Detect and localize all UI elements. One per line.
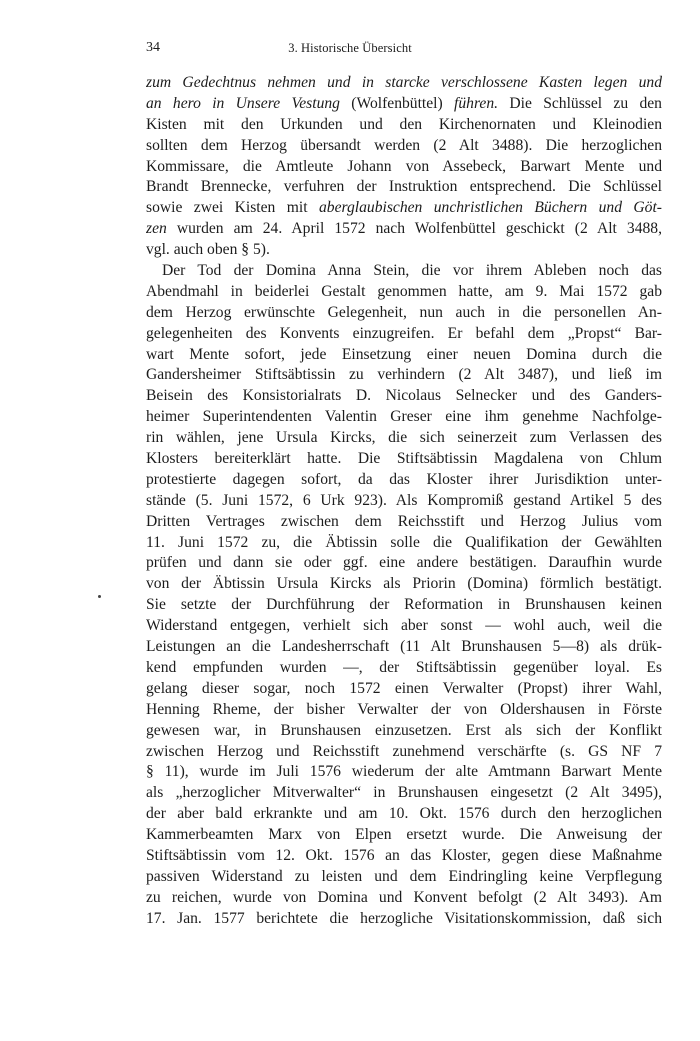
text-segment: (Wolfenbüttel) — [339, 94, 455, 112]
text-line — [146, 428, 662, 449]
text-segment: Kammerbeamten Marx von Elpen ersetzt wurde. Die Anweisung der — [146, 826, 662, 844]
text-segment: Stiftsäbtissin vom 12. Okt. 1576 an das Kloster, gegen diese Maßnahme — [146, 846, 662, 864]
running-head: 3. Historische Übersicht — [288, 41, 412, 55]
text-line — [146, 846, 662, 867]
text-segment: Brandt Brennecke, verfuhren der Instruktion entsprechend. Die Schlüssel — [146, 178, 662, 196]
text-segment: wart Mente sofort, jede Einsetzung einer neuen Domina durch die — [146, 345, 662, 363]
body-text — [146, 73, 662, 930]
italic-quote-segment: aberglaubischen unchristlichen Büchern und Göt- — [318, 199, 662, 217]
text-segment: Henning Rheme, der bisher Verwalter der von Oldershausen in Förste — [146, 700, 662, 718]
text-segment: gelegenheiten des Konvents einzugreifen. Er befahl dem „Propst“ Bar- — [146, 324, 662, 342]
text-line — [146, 867, 662, 888]
text-line — [146, 73, 662, 94]
text-segment: Kisten mit den Urkunden und den Kirchenornaten und Kleinodien — [146, 115, 662, 133]
text-segment: Gandersheimer Stiftsäbtissin zu verhindern (2 Alt 3487), und ließ im — [146, 366, 662, 384]
page-number: 34 — [146, 40, 160, 55]
text-segment: Klosters bereiterklärt hatte. Die Stiftsäbtissin Magdalena von Chlum — [146, 450, 662, 468]
italic-quote-segment: zum Gedechtnus nehmen und in starcke verschlossene Kasten legen und — [146, 74, 662, 91]
margin-mark — [98, 595, 101, 598]
italic-quote-segment: an hero in Unsere Vestung — [146, 94, 340, 112]
italic-quote-segment: führen. — [454, 94, 499, 112]
text-line — [146, 449, 662, 470]
page-header — [146, 40, 554, 62]
text-line — [146, 679, 662, 700]
text-line — [146, 783, 662, 804]
text-segment: heimer Superintendenten Valentin Greser eine ihm genehme Nachfolge- — [146, 408, 662, 426]
text-line — [146, 909, 662, 930]
text-segment: wurden am 24. April 1572 nach Wolfenbüttel geschickt (2 Alt 3488, — [166, 220, 662, 238]
text-segment: Der Tod der Domina Anna Stein, die vor ihrem Ableben noch das — [162, 262, 662, 280]
text-line — [146, 804, 662, 825]
text-segment: von der Äbtissin Ursula Kircks als Priorin (Domina) förmlich bestätigt. — [146, 575, 662, 593]
text-line — [146, 136, 662, 157]
text-line — [146, 742, 662, 763]
text-segment: gewesen war, in Brunshausen einzusetzen. Erst als sich der Konflikt — [146, 721, 662, 739]
text-line — [146, 386, 662, 407]
text-line — [146, 115, 662, 136]
text-line — [146, 491, 662, 512]
text-segment: Die Schlüssel zu den — [498, 94, 662, 112]
text-segment: dem Herzog erwünschte Gelegenheit, nun auch in die personellen An- — [146, 303, 662, 321]
text-segment: Widerstand entgegen, verhielt sich aber sonst — wohl auch, weil die — [146, 617, 662, 635]
text-segment: Kommissare, die Amtleute Johann von Assebeck, Barwart Mente und — [146, 157, 662, 175]
text-line — [146, 261, 662, 282]
text-segment: prüfen und dann sie oder ggf. eine andere bestätigen. Daraufhin wurde — [146, 554, 662, 572]
text-line — [146, 512, 662, 533]
text-line — [146, 825, 662, 846]
text-line — [146, 637, 662, 658]
text-segment: zwischen Herzog und Reichsstift zunehmend verschärfte (s. GS NF 7 — [146, 742, 662, 760]
text-segment: Sie setzte der Durchführung der Reformation in Brunshausen keinen — [146, 596, 662, 614]
text-segment: kend empfunden wurden —, der Stiftsäbtissin gegenüber loyal. Es — [146, 658, 662, 676]
text-segment: als „herzoglicher Mitverwalter“ in Brunshausen eingesetzt (2 Alt 3495), — [146, 784, 662, 802]
text-line — [146, 553, 662, 574]
text-line — [146, 721, 662, 742]
text-segment: Dritten Vertrages zwischen dem Reichsstift und Herzog Julius vom — [146, 512, 662, 530]
text-segment: protestierte dagegen sofort, da das Kloster ihrer Jurisdiktion unter- — [146, 470, 662, 488]
text-line — [146, 303, 662, 324]
text-line — [146, 240, 662, 261]
text-segment: Leistungen an die Landesherrschaft (11 Alt Brunshausen 5—8) als drük- — [146, 638, 662, 656]
text-line — [146, 198, 662, 219]
text-segment: sowie zwei Kisten mit — [146, 199, 319, 217]
text-segment: rin wählen, jene Ursula Kircks, die sich seinerzeit zum Verlassen des — [146, 429, 662, 447]
text-line — [146, 762, 662, 783]
text-segment: 11. Juni 1572 zu, die Äbtissin solle die Qualifikation der Gewählten — [146, 533, 662, 551]
text-segment: 17. Jan. 1577 berichtete die herzogliche Visitationskommission, daß sich — [146, 909, 662, 927]
text-line — [146, 888, 662, 909]
text-line — [146, 94, 662, 115]
text-segment: stände (5. Juni 1572, 6 Urk 923). Als Kompromiß gestand Artikel 5 des — [146, 491, 662, 509]
text-line — [146, 700, 662, 721]
text-line — [146, 574, 662, 595]
text-line — [146, 177, 662, 198]
text-segment: zu reichen, wurde von Domina und Konvent befolgt (2 Alt 3493). Am — [146, 888, 662, 906]
text-line — [146, 616, 662, 637]
text-segment: gelang dieser sogar, noch 1572 einen Verwalter (Propst) ihrer Wahl, — [146, 679, 662, 697]
text-line — [146, 324, 662, 345]
text-segment: § 11), wurde im Juli 1576 wiederum der alte Amtmann Barwart Mente — [146, 763, 662, 781]
text-line — [146, 219, 662, 240]
text-line — [146, 595, 662, 616]
text-segment: Beisein des Konsistorialrats D. Nicolaus Selnecker und des Ganders- — [146, 387, 662, 405]
text-line — [146, 407, 662, 428]
text-line — [146, 282, 662, 303]
text-segment: Abendmahl in beiderlei Gestalt genommen hatte, am 9. Mai 1572 gab — [146, 282, 662, 300]
text-line — [146, 658, 662, 679]
text-line — [146, 365, 662, 386]
text-segment: sollten dem Herzog übersandt werden (2 Alt 3488). Die herzoglichen — [146, 136, 662, 154]
text-segment: der aber bald erkrankte und am 10. Okt. 1576 durch den herzoglichen — [146, 805, 662, 823]
text-line — [146, 470, 662, 491]
text-line — [146, 345, 662, 366]
italic-quote-segment: zen — [146, 220, 167, 238]
text-line — [146, 533, 662, 554]
text-line — [146, 157, 662, 178]
text-segment: passiven Widerstand zu leisten und dem Eindringling keine Verpflegung — [146, 867, 662, 885]
text-segment: vgl. auch oben § 5). — [146, 241, 270, 259]
